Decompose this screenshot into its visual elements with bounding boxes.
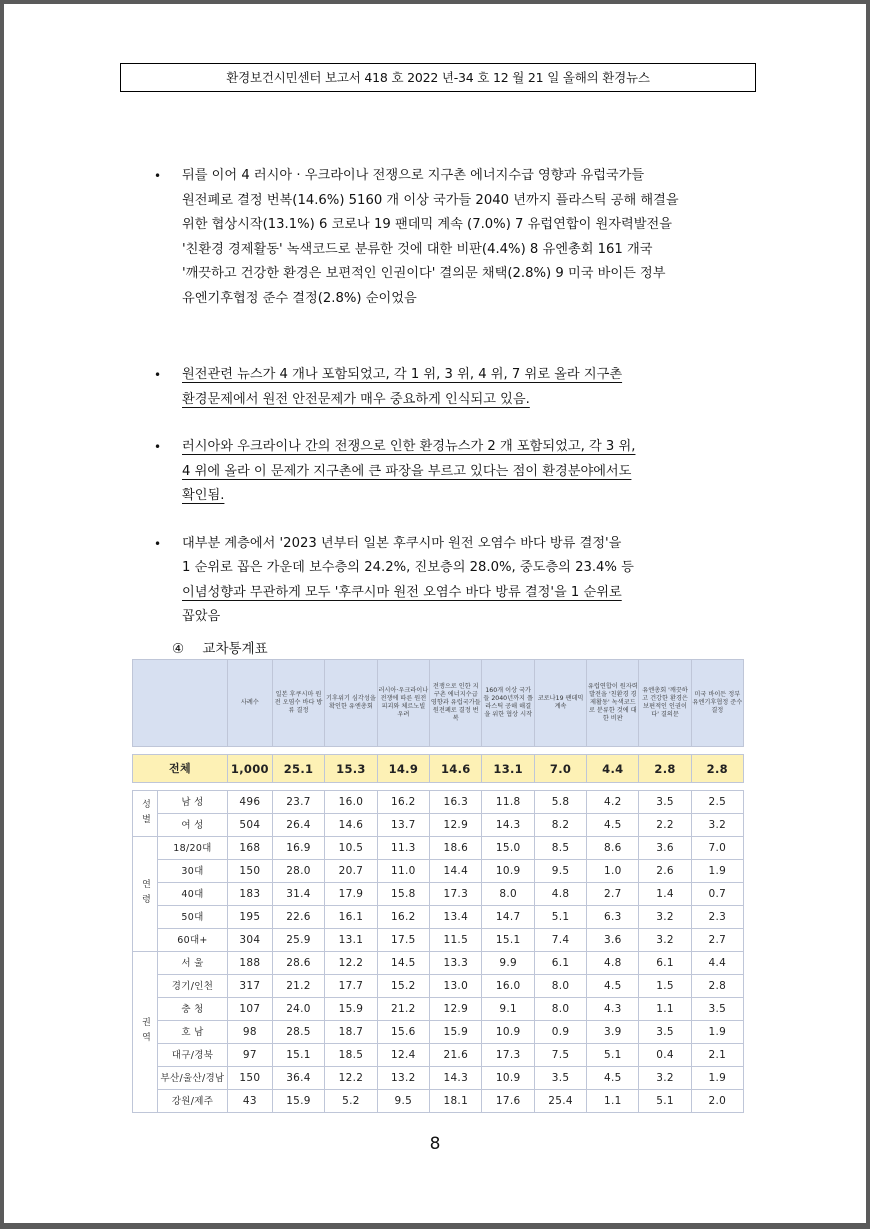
table-cell: 16.0 <box>325 791 377 814</box>
table-cell: 0.4 <box>639 1044 691 1067</box>
table-cell: 5.8 <box>534 791 586 814</box>
table-cell: 1.9 <box>691 1021 743 1044</box>
table-row <box>133 1090 744 1113</box>
table-cell: 168 <box>227 837 272 860</box>
table-cell: 10.9 <box>482 1021 534 1044</box>
column-header: 일본 후쿠시마 원전 오염수 바다 방류 결정 <box>272 660 324 747</box>
table-cell: 7.0 <box>691 837 743 860</box>
table-row <box>133 1067 744 1090</box>
table-cell: 3.5 <box>639 1021 691 1044</box>
table-cell: 17.3 <box>482 1044 534 1067</box>
table-cell: 18.7 <box>325 1021 377 1044</box>
table-cell: 4.8 <box>587 952 639 975</box>
table-cell: 20.7 <box>325 860 377 883</box>
table-cell: 25.1 <box>272 755 324 783</box>
table-cell: 98 <box>227 1021 272 1044</box>
table-cell: 4.5 <box>587 975 639 998</box>
table-row <box>133 929 744 952</box>
column-header: 전쟁으로 인한 지구촌 에너지수급 영향과 유럽국가들 원전폐로 결정 번복 <box>430 660 482 747</box>
bullet-item <box>154 532 754 630</box>
table-cell: 0.7 <box>691 883 743 906</box>
table-cell: 3.6 <box>587 929 639 952</box>
table-cell: 15.9 <box>272 1090 324 1113</box>
table-cell: 12.2 <box>325 1067 377 1090</box>
column-header: 러시아·우크라이나 전쟁에 따른 원전 피괴와 체르노빌 우려 <box>377 660 429 747</box>
group-label: 연령 <box>133 837 158 952</box>
row-label: 60대+ <box>158 929 228 952</box>
row-label: 강원/제주 <box>158 1090 228 1113</box>
row-label: 부산/울산/경남 <box>158 1067 228 1090</box>
table-cell: 17.3 <box>430 883 482 906</box>
table-cell: 17.6 <box>482 1090 534 1113</box>
bullet-line: 이념성향과 무관하게 모두 '후쿠시마 원전 오염수 바다 방류 결정'을 1 순위로 <box>182 584 622 600</box>
table-cell: 15.1 <box>272 1044 324 1067</box>
table-cell: 304 <box>227 929 272 952</box>
table-cell: 13.1 <box>482 755 534 783</box>
table-cell: 2.8 <box>639 755 691 783</box>
table-cell: 2.0 <box>691 1090 743 1113</box>
table-cell: 14.6 <box>430 755 482 783</box>
table-cell: 9.5 <box>534 860 586 883</box>
table-cell: 4.8 <box>534 883 586 906</box>
table-cell: 14.3 <box>430 1067 482 1090</box>
table-cell: 6.3 <box>587 906 639 929</box>
table-cell: 150 <box>227 1067 272 1090</box>
column-header: 유럽연합이 원자력발전을 '친환경 경제활동' 녹색코드로 분류한 것에 대한 비판 <box>587 660 639 747</box>
table-cell: 2.8 <box>691 755 743 783</box>
table-total-row <box>133 755 744 783</box>
row-label: 전체 <box>133 755 228 783</box>
table-cell: 5.1 <box>587 1044 639 1067</box>
table-cell: 496 <box>227 791 272 814</box>
bullet-line: 꼽았음 <box>182 609 221 624</box>
table-cell: 24.0 <box>272 998 324 1021</box>
bullet-icon: • <box>154 169 162 183</box>
table-cell: 195 <box>227 906 272 929</box>
table-cell: 21.2 <box>272 975 324 998</box>
bullet-line: 환경문제에서 원전 안전문제가 매우 중요하게 인식되고 있음. <box>182 391 530 407</box>
table-cell: 8.6 <box>587 837 639 860</box>
table-row <box>133 837 744 860</box>
table-cell: 5.1 <box>639 1090 691 1113</box>
table-cell: 17.9 <box>325 883 377 906</box>
bullet-list <box>154 164 754 630</box>
table-cell: 1.9 <box>691 860 743 883</box>
table-cell: 8.0 <box>482 883 534 906</box>
row-label: 여 성 <box>158 814 228 837</box>
table-cell: 4.3 <box>587 998 639 1021</box>
table-row <box>133 814 744 837</box>
table-cell: 12.4 <box>377 1044 429 1067</box>
table-cell: 4.2 <box>587 791 639 814</box>
table-cell: 3.2 <box>639 929 691 952</box>
table-header-row <box>133 660 744 747</box>
table-row <box>133 1044 744 1067</box>
table-cell: 11.5 <box>430 929 482 952</box>
table-cell: 28.5 <box>272 1021 324 1044</box>
bullet-line: 원전폐로 결정 번복(14.6%) 5160 개 이상 국가들 2040 년까지 플라스틱 공해 해결을 <box>182 192 679 208</box>
table-cell: 2.1 <box>691 1044 743 1067</box>
table-cell: 11.0 <box>377 860 429 883</box>
table-title-text: 교차통계표 <box>202 641 268 657</box>
table-cell: 14.3 <box>482 814 534 837</box>
table-row <box>133 791 744 814</box>
table-cell: 10.9 <box>482 1067 534 1090</box>
table-cell: 6.1 <box>534 952 586 975</box>
table-cell: 2.3 <box>691 906 743 929</box>
table-cell: 3.2 <box>639 906 691 929</box>
table-cell: 4.5 <box>587 1067 639 1090</box>
table-cell: 1.1 <box>587 1090 639 1113</box>
table-cell: 107 <box>227 998 272 1021</box>
table-cell: 2.7 <box>587 883 639 906</box>
bullet-line: 위한 협상시작(13.1%) 6 코로나 19 팬데믹 계속 (7.0%) 7 유럽연합이 원자력발전을 <box>182 217 672 232</box>
row-label: 남 성 <box>158 791 228 814</box>
table-cell: 36.4 <box>272 1067 324 1090</box>
table-cell: 15.3 <box>325 755 377 783</box>
table-cell: 8.0 <box>534 975 586 998</box>
table-cell: 17.5 <box>377 929 429 952</box>
table-cell: 1.0 <box>587 860 639 883</box>
bullet-icon: • <box>154 536 162 551</box>
table-cell: 188 <box>227 952 272 975</box>
table-cell: 3.5 <box>534 1067 586 1090</box>
bullet-line: 유엔기후협정 준수 결정(2.8%) 순이었음 <box>182 290 417 306</box>
table-cell: 7.0 <box>534 755 586 783</box>
table-cell: 11.8 <box>482 791 534 814</box>
table-cell: 16.0 <box>482 975 534 998</box>
group-label: 권역 <box>133 952 158 1113</box>
table-cell: 97 <box>227 1044 272 1067</box>
table-cell: 3.2 <box>639 1067 691 1090</box>
table-cell: 12.2 <box>325 952 377 975</box>
table-cell: 14.4 <box>430 860 482 883</box>
table-cell: 12.9 <box>430 814 482 837</box>
table-cell: 10.5 <box>325 837 377 860</box>
row-label: 충 청 <box>158 998 228 1021</box>
table-cell: 15.8 <box>377 883 429 906</box>
table-cell: 21.2 <box>377 998 429 1021</box>
table-cell: 17.7 <box>325 975 377 998</box>
table-cell: 13.1 <box>325 929 377 952</box>
table-cell: 7.4 <box>534 929 586 952</box>
bullet-line: 대부분 계층에서 '2023 년부터 일본 후쿠시마 원전 오염수 바다 방류 결정'을 <box>182 535 622 551</box>
table-cell: 25.4 <box>534 1090 586 1113</box>
table-row <box>133 975 744 998</box>
table-row <box>133 883 744 906</box>
row-label: 18/20대 <box>158 837 228 860</box>
table-cell: 18.1 <box>430 1090 482 1113</box>
table-cell: 15.0 <box>482 837 534 860</box>
table-cell: 16.3 <box>430 791 482 814</box>
table-cell: 3.9 <box>587 1021 639 1044</box>
table-cell: 317 <box>227 975 272 998</box>
table-cell: 16.1 <box>325 906 377 929</box>
table-cell: 15.9 <box>325 998 377 1021</box>
table-cell: 13.4 <box>430 906 482 929</box>
bullet-icon: • <box>154 440 162 454</box>
table-cell: 3.2 <box>691 814 743 837</box>
table-cell: 1.4 <box>639 883 691 906</box>
bullet-line: 원전관련 뉴스가 4 개나 포함되었고, 각 1 위, 3 위, 4 위, 7 위로 올라 지구촌 <box>182 367 623 382</box>
table-row <box>133 1021 744 1044</box>
column-header: 기후위기 심각성을 확인한 유엔총회 <box>325 660 377 747</box>
row-label: 경기/인천 <box>158 975 228 998</box>
table-cell: 1.1 <box>639 998 691 1021</box>
table-spacer-row <box>133 783 744 791</box>
table-cell: 8.2 <box>534 814 586 837</box>
bullet-item <box>154 435 754 509</box>
table-cell: 14.7 <box>482 906 534 929</box>
table-cell: 150 <box>227 860 272 883</box>
report-header: 환경보건시민센터 보고서 418 호 2022 년-34 호 12 월 21 일 올해의 환경뉴스 <box>120 63 756 92</box>
table-cell: 13.3 <box>430 952 482 975</box>
table-cell: 11.3 <box>377 837 429 860</box>
header-blank-cell <box>133 660 228 747</box>
bullet-item <box>154 363 754 412</box>
table-cell: 14.6 <box>325 814 377 837</box>
table-cell: 6.1 <box>639 952 691 975</box>
table-cell: 10.9 <box>482 860 534 883</box>
page-number: 8 <box>429 1134 441 1154</box>
table-cell: 2.8 <box>691 975 743 998</box>
table-cell: 1,000 <box>227 755 272 783</box>
table-cell: 18.6 <box>430 837 482 860</box>
table-cell: 31.4 <box>272 883 324 906</box>
table-cell: 2.7 <box>691 929 743 952</box>
bullet-line: 러시아와 우크라이나 간의 전쟁으로 인한 환경뉴스가 2 개 포함되었고, 각 3 위, <box>182 439 636 454</box>
bullet-line: '깨끗하고 건강한 환경은 보편적인 인권이다' 결의문 채택(2.8%) 9 미국 바이든 정부 <box>182 266 666 281</box>
table-cell: 21.6 <box>430 1044 482 1067</box>
table-cell: 16.2 <box>377 906 429 929</box>
table-cell: 23.7 <box>272 791 324 814</box>
row-label: 서 울 <box>158 952 228 975</box>
row-label: 대구/경북 <box>158 1044 228 1067</box>
table-cell: 16.2 <box>377 791 429 814</box>
table-cell: 2.6 <box>639 860 691 883</box>
row-label: 30대 <box>158 860 228 883</box>
table-cell: 22.6 <box>272 906 324 929</box>
table-cell: 25.9 <box>272 929 324 952</box>
table-cell: 13.0 <box>430 975 482 998</box>
bullet-icon: • <box>154 368 162 382</box>
column-header: 사례수 <box>227 660 272 747</box>
table-cell: 28.0 <box>272 860 324 883</box>
column-header: 160개 이상 국가들 2040년까지 플라스틱 공해 해결을 위한 협상 시작 <box>482 660 534 747</box>
group-label: 성별 <box>133 791 158 837</box>
table-cell: 1.9 <box>691 1067 743 1090</box>
table-cell: 5.2 <box>325 1090 377 1113</box>
table-cell: 4.4 <box>691 952 743 975</box>
table-cell: 183 <box>227 883 272 906</box>
bullet-item <box>154 164 754 311</box>
row-label: 50대 <box>158 906 228 929</box>
table-cell: 504 <box>227 814 272 837</box>
table-spacer-row <box>133 747 744 755</box>
cross-tab-table <box>132 659 744 1113</box>
table-row <box>133 952 744 975</box>
table-cell: 26.4 <box>272 814 324 837</box>
table-cell: 9.5 <box>377 1090 429 1113</box>
table-cell: 1.5 <box>639 975 691 998</box>
table-cell: 4.5 <box>587 814 639 837</box>
table-cell: 9.9 <box>482 952 534 975</box>
bullet-line: '친환경 경제활동' 녹색코드로 분류한 것에 대한 비판(4.4%) 8 유엔총회 161 개국 <box>182 241 653 257</box>
table-row <box>133 860 744 883</box>
table-cell: 13.7 <box>377 814 429 837</box>
table-cell: 5.1 <box>534 906 586 929</box>
table-cell: 28.6 <box>272 952 324 975</box>
table-cell: 14.5 <box>377 952 429 975</box>
table-cell: 12.9 <box>430 998 482 1021</box>
table-cell: 15.1 <box>482 929 534 952</box>
table-number: ④ <box>172 641 185 657</box>
table-cell: 8.5 <box>534 837 586 860</box>
table-row <box>133 998 744 1021</box>
table-cell: 2.2 <box>639 814 691 837</box>
table-cell: 15.2 <box>377 975 429 998</box>
bullet-line: 1 순위로 꼽은 가운데 보수층의 24.2%, 진보층의 28.0%, 중도층의 23.4% 등 <box>182 560 634 575</box>
bullet-line: 4 위에 올라 이 문제가 지구촌에 큰 파장을 부르고 있다는 점이 환경분야에서도 <box>182 463 632 479</box>
table-cell: 14.9 <box>377 755 429 783</box>
table-cell: 3.6 <box>639 837 691 860</box>
table-cell: 0.9 <box>534 1021 586 1044</box>
table-title <box>172 637 268 657</box>
table-cell: 4.4 <box>587 755 639 783</box>
column-header: 유엔총회 '깨끗하고 건강한 환경은 보편적인 인권이다' 결의문 <box>639 660 691 747</box>
document-page <box>4 4 866 1223</box>
table-cell: 7.5 <box>534 1044 586 1067</box>
table-cell: 15.6 <box>377 1021 429 1044</box>
table-row <box>133 906 744 929</box>
table-cell: 43 <box>227 1090 272 1113</box>
table-cell: 3.5 <box>639 791 691 814</box>
table-cell: 15.9 <box>430 1021 482 1044</box>
table-cell: 3.5 <box>691 998 743 1021</box>
column-header: 코로나19 팬데믹 계속 <box>534 660 586 747</box>
table-cell: 8.0 <box>534 998 586 1021</box>
table-cell: 16.9 <box>272 837 324 860</box>
column-header: 미국 바이든 정부 유엔기후협정 준수 결정 <box>691 660 743 747</box>
table-cell: 9.1 <box>482 998 534 1021</box>
row-label: 호 남 <box>158 1021 228 1044</box>
table-cell: 18.5 <box>325 1044 377 1067</box>
table-cell: 13.2 <box>377 1067 429 1090</box>
bullet-line: 뒤를 이어 4 러시아 · 우크라이나 전쟁으로 지구촌 에너지수급 영향과 유럽국가들 <box>182 168 645 183</box>
table-cell: 2.5 <box>691 791 743 814</box>
bullet-line: 확인됨. <box>182 488 225 503</box>
row-label: 40대 <box>158 883 228 906</box>
